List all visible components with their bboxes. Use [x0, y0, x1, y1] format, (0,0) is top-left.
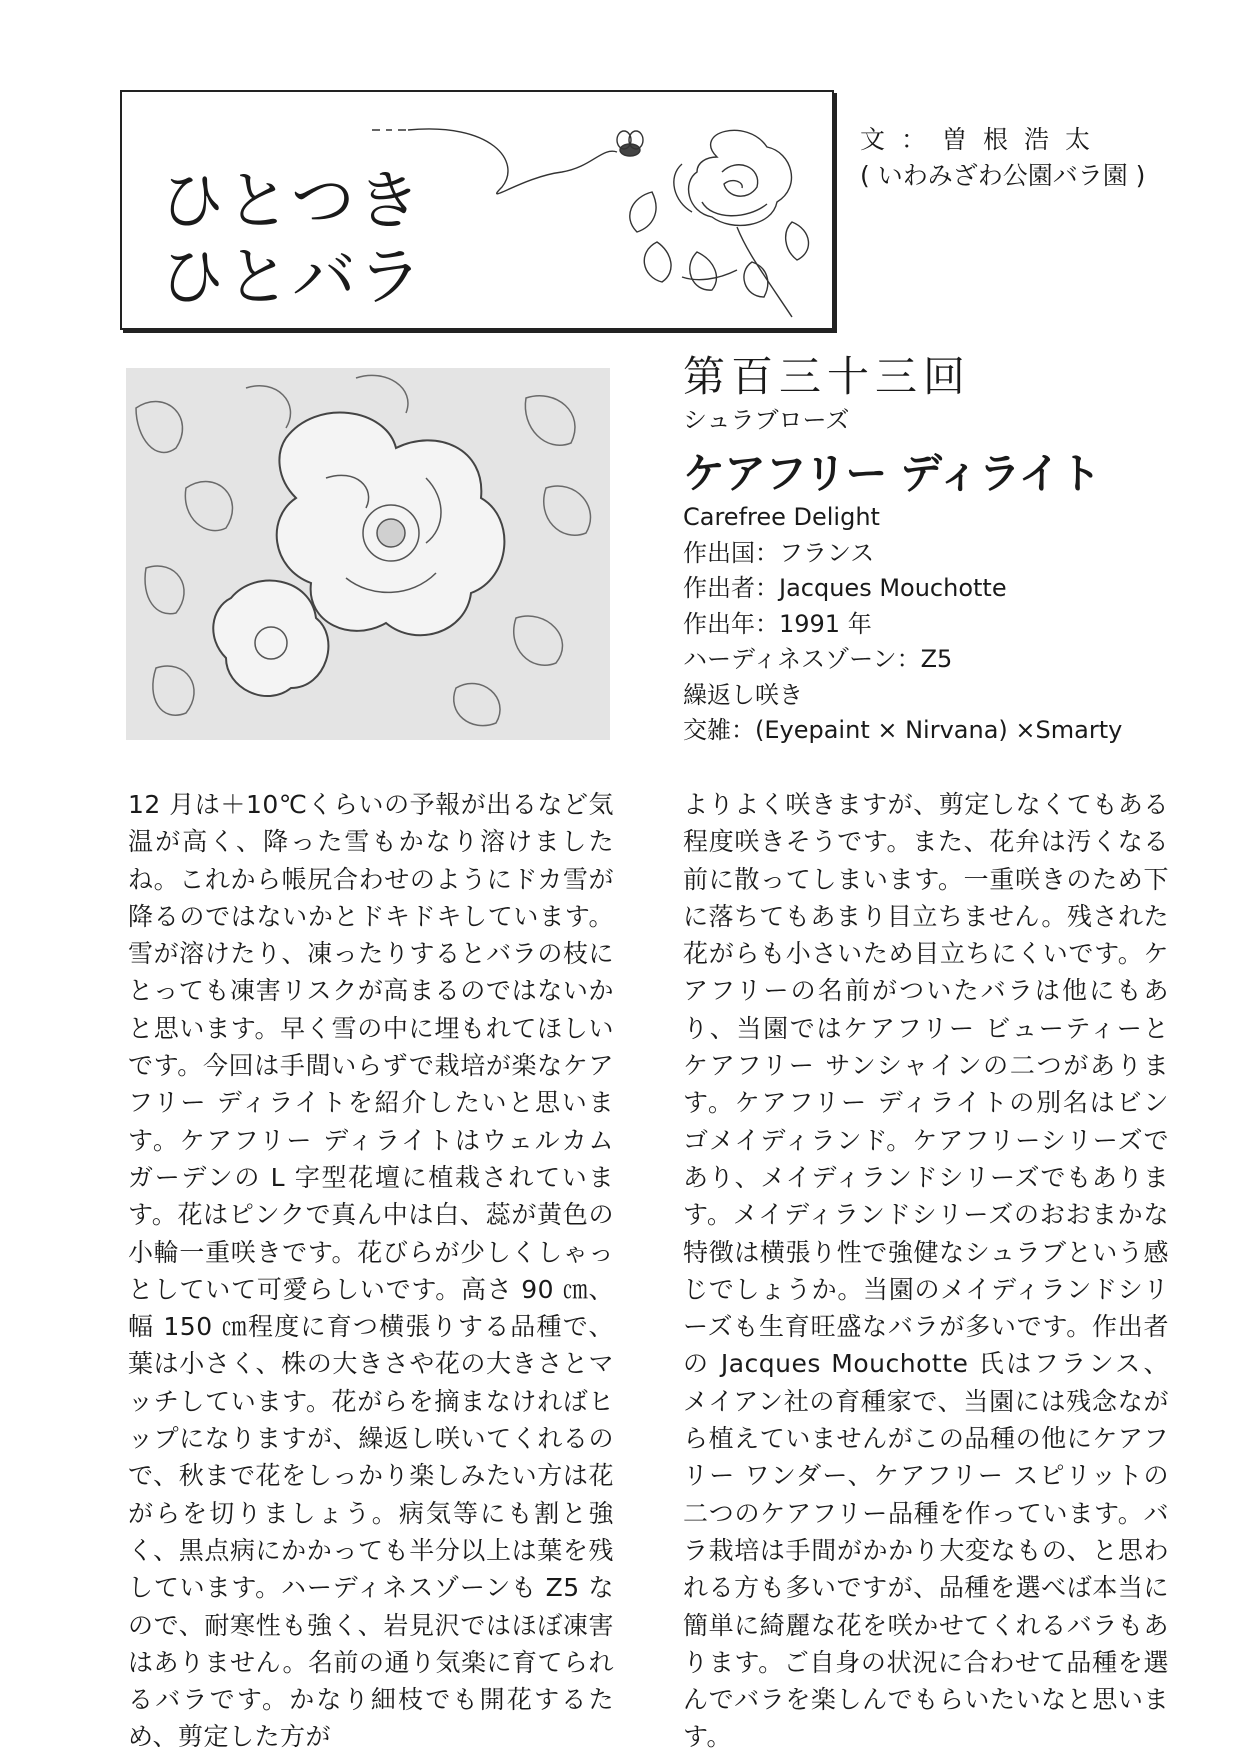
author-affiliation: ( いわみざわ公園バラ園 ) [860, 161, 1146, 190]
body-column-right [683, 786, 1169, 1756]
bloom-habit: 繰返し咲き [683, 680, 803, 709]
rose-info [683, 352, 1203, 749]
body-text-left: 12 月は＋10℃くらいの予報が出るなど気温が高く、降った雪もかなり溶けましたね。これから帳尻合わせのようにドカ雪が降るのではないかとドキドキしています。雪が溶けたり、凍ったりするとバラの枝にとっても凍害リスクが高まるのではないかと思います。早く雪の中に埋もれてほしいです。今回は手間いらずで栽培が楽なケアフリー ディライトを紹介したいと思います。ケアフリー ディライトはウェルカムガーデンの L 字型花壇に植栽されています。花はピンクで真ん中は白、蕊が黄色の小輪一重咲きです。花びらが少しくしゃっとしていて可愛らしいです。高さ 90 ㎝、幅 150 ㎝程度に育つ横張りする品種で、葉は小さく、株の大きさや花の大きさとマッチしています。花がらを摘まなければヒップになりますが、繰返し咲いてくれるので、秋まで花をしっかり楽しみたい方は花がらを切りましょう。病気等にも割と強く、黒点病にかかっても半分以上は葉を残しています。ハーディネスゾーンも Z5 なので、耐寒性も強く、岩見沢ではほぼ凍害はありません。名前の通り気楽に育てられるバラです。かなり細枝でも開花するため、剪定した方が [128, 790, 615, 1752]
rose-name-japanese: ケアフリー ディライト [683, 449, 1101, 498]
column-header-box [120, 90, 834, 330]
column-title-line1: ひとつき [160, 165, 423, 239]
author-credit [860, 122, 1145, 194]
introduction-year: 作出年：1991 年 [683, 609, 872, 638]
author-label: 文： [860, 125, 943, 154]
breeder: 作出者：Jacques Mouchotte [683, 574, 1007, 602]
author-name: 曽根浩太 [942, 125, 1107, 154]
episode-number: 第百三十三回 [683, 352, 972, 401]
hardiness-zone: ハーディネスゾーン：Z5 [683, 645, 953, 673]
origin-country: 作出国：フランス [683, 538, 875, 567]
body-text-right: よりよく咲きますが、剪定しなくてもある程度咲きそうです。また、花弁は汚くなる前に散ってしまいます。一重咲きのため下に落ちてもあまり目立ちません。残された花がらも小さいため目立ちにくいです。ケアフリーの名前がついたバラは他にもあり、当園ではケアフリー ビューティーとケアフリー サンシャインの二つがあります。ケアフリー ディライトの別名はビンゴメイディランド。ケアフリーシリーズであり、メイディランドシリーズでもあります。メイディランドシリーズのおおまかな特徴は横張り性で強健なシュラブという感じでしょうか。当園のメイディランドシリーズも生育旺盛なバラが多いです。作出者の Jacques Mouchotte 氏はフランス、メイアン社の育種家で、当園には残念ながら植えていませんがこの品種の他にケアフリー ワンダー、ケアフリー スピリットの二つのケアフリー品種を作っています。バラ栽培は手間がかかり大変なもの、と思われる方も多いですが、品種を選べば本当に簡単に綺麗な花を咲かせてくれるバラもあります。ご自身の状況に合わせて品種を選んでバラを楽しんでもらいたいなと思います。 [683, 790, 1169, 1752]
body-column-left [128, 786, 614, 1756]
rose-photo [126, 368, 610, 740]
rose-name-english: Carefree Delight [683, 503, 880, 531]
parentage: 交雑：(Eyepaint × Nirvana) ×Smarty [683, 716, 1123, 744]
rose-with-bee-icon [352, 102, 822, 324]
rose-photo-icon [126, 368, 610, 740]
rose-category: シュラブローズ [683, 406, 850, 434]
column-title-line2: ひとバラ [160, 241, 424, 315]
